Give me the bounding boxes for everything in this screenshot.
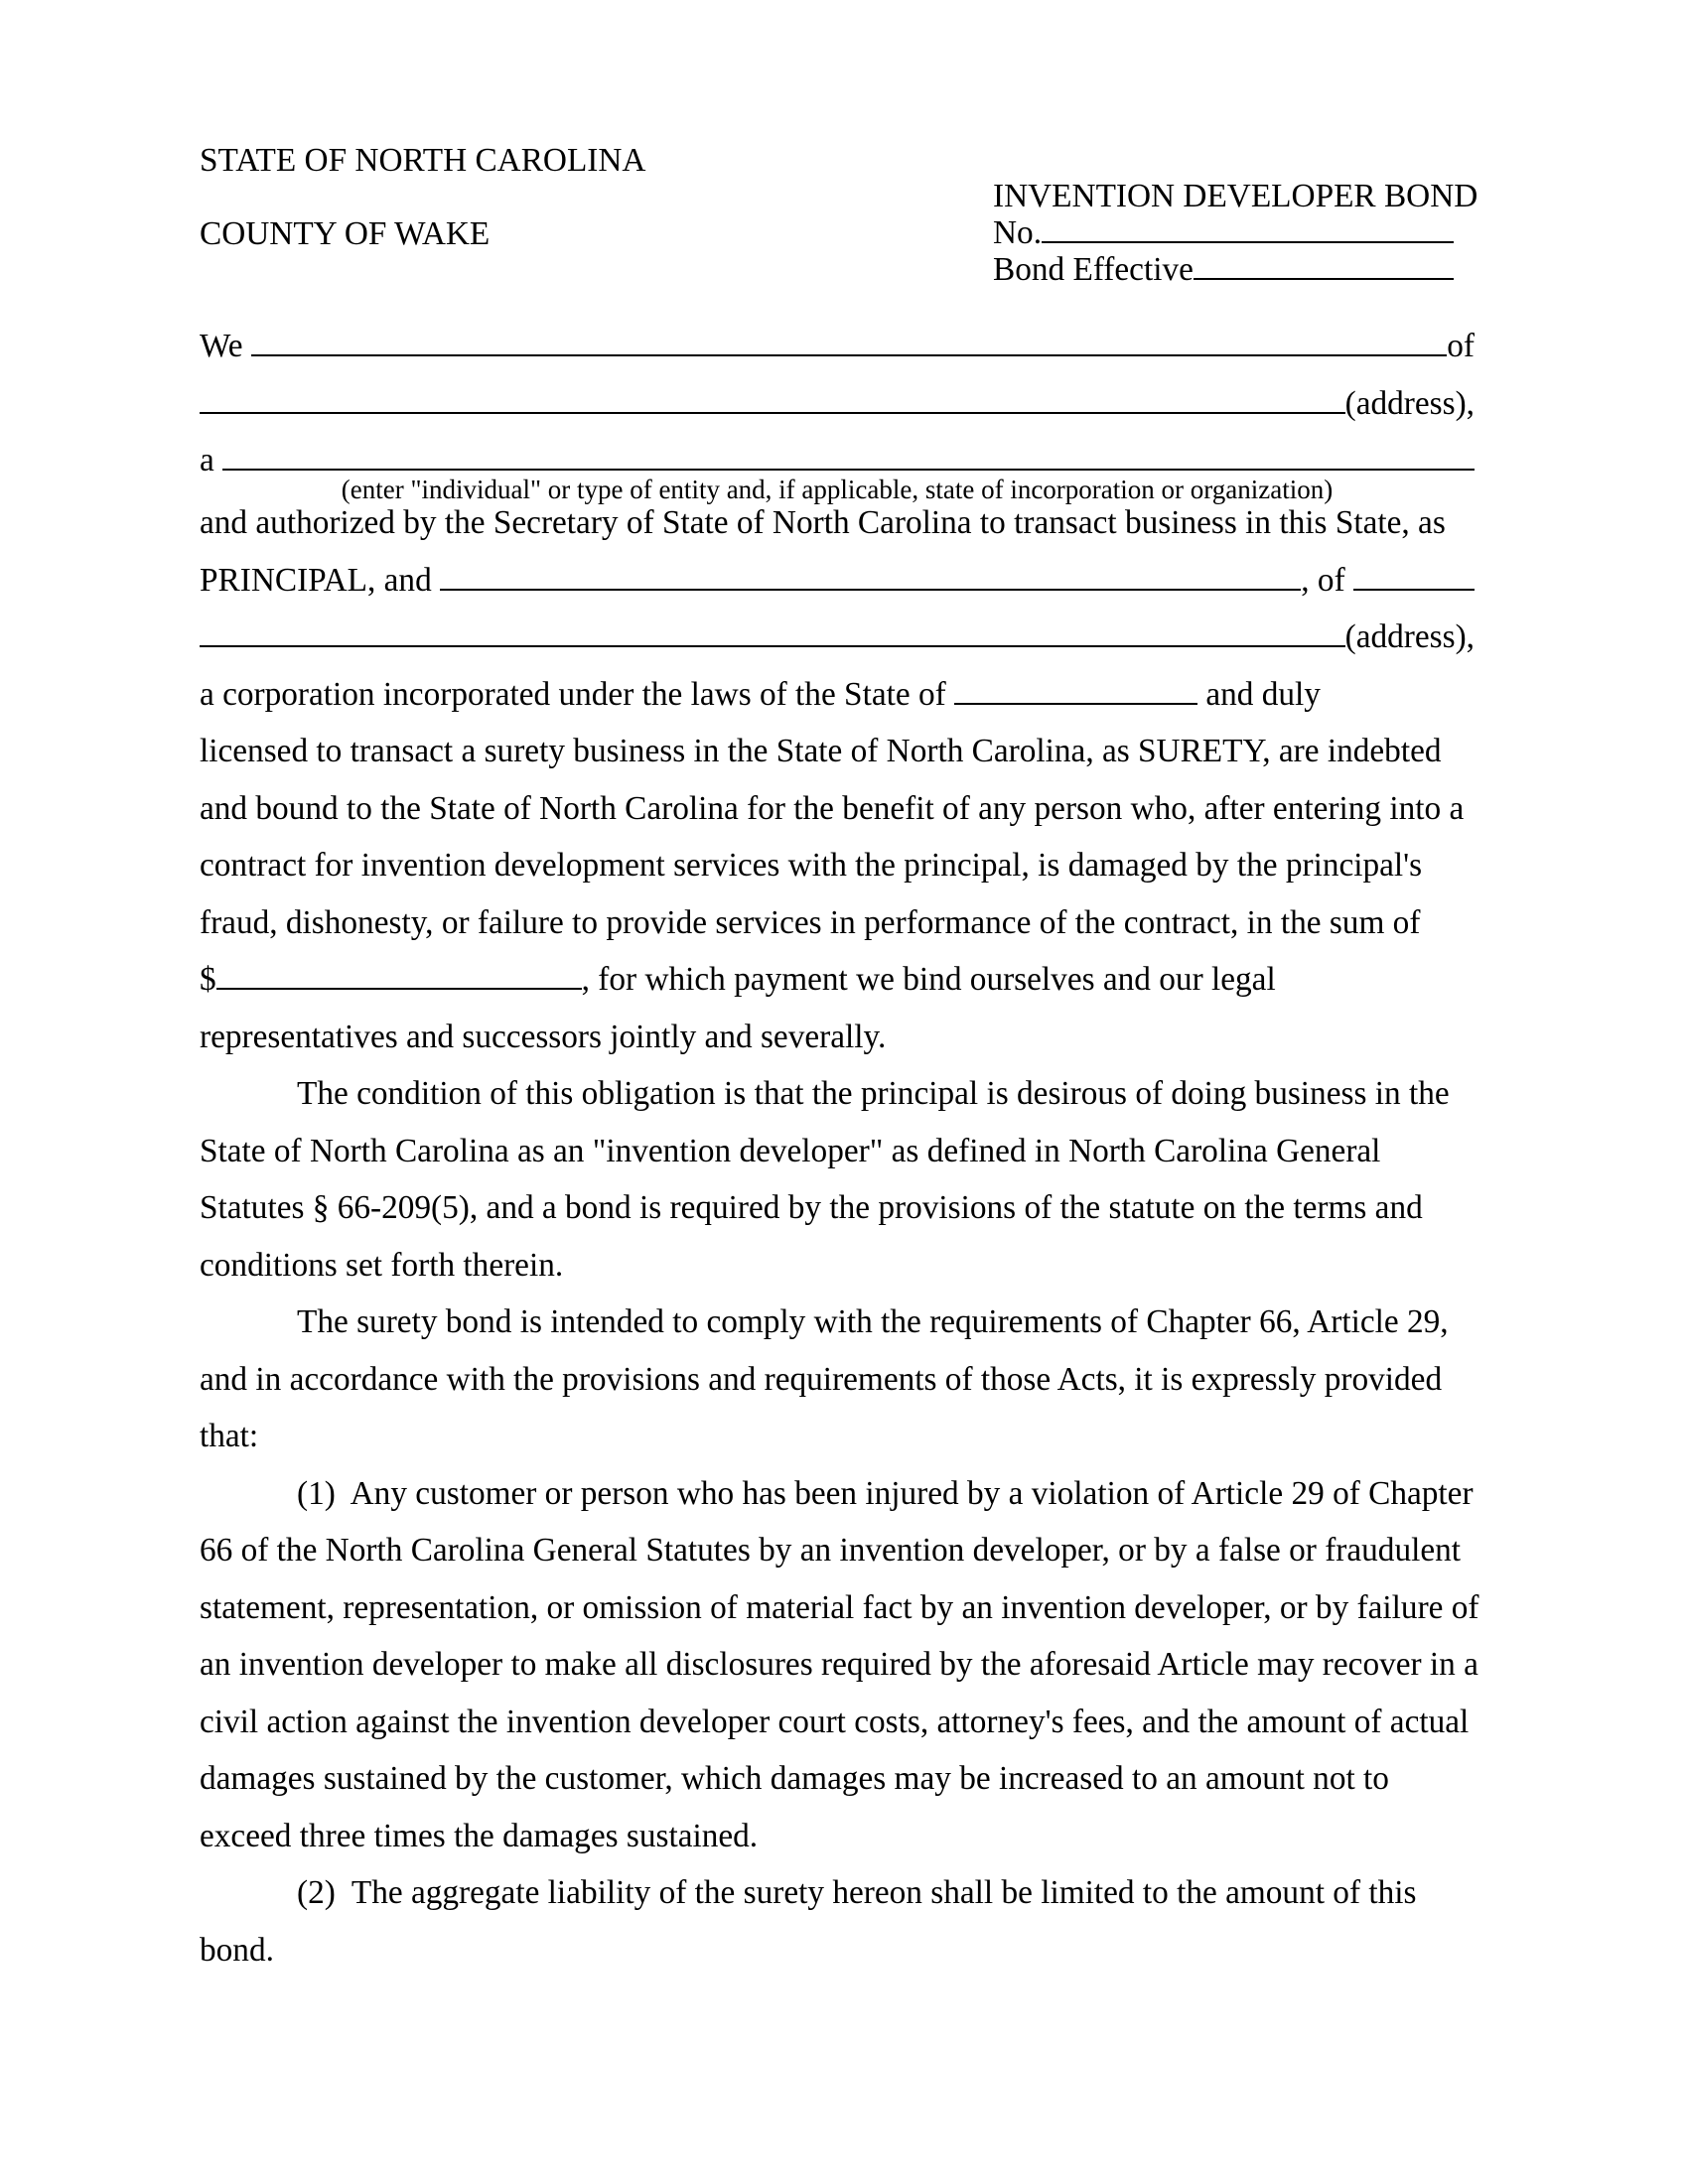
fraud-line	[200, 905, 1475, 963]
principal-line	[200, 563, 1475, 620]
text-run: The condition of this obligation is that the principal is desirous of doing business in the	[297, 1075, 1450, 1112]
text-run: The surety bond is intended to comply with the requirements of Chapter 66, Article 29,	[297, 1303, 1449, 1340]
text-run: fraud, dishonesty, or failure to provide services in performance of the contract, in the sum of	[200, 903, 1421, 941]
bond-number-row	[993, 215, 1454, 252]
blank-underline	[251, 352, 1447, 356]
bond-number-label: No.	[993, 214, 1043, 251]
text-run: representatives and successors jointly and severally.	[200, 1018, 887, 1055]
address-line-1	[200, 386, 1475, 444]
blank-underline	[954, 701, 1197, 705]
incorporated-line	[200, 677, 1475, 735]
surety-line-1	[200, 1304, 1475, 1362]
text-run: statement, representation, or omission of material fact by an invention developer, or by failure of	[200, 1588, 1479, 1626]
text-run: (enter "individual" or type of entity and, if applicable, state of incorporation or organization)	[341, 475, 1334, 504]
text-run: and bound to the State of North Carolina for the benefit of any person who, after entering into a	[200, 789, 1465, 827]
text-run: (1) Any customer or person who has been injured by a violation of Article 29 of Chapter	[297, 1474, 1474, 1512]
text-run: (address),	[1344, 384, 1475, 422]
representatives-line	[200, 1020, 1475, 1077]
text-run: We	[200, 328, 251, 364]
clause2-line-2	[200, 1933, 1475, 1990]
authorized-line	[200, 505, 1475, 563]
bond-effective-label: Bond Effective	[993, 251, 1194, 288]
we-of-line	[200, 329, 1475, 386]
text-run: Statutes § 66-209(5), and a bond is required by the provisions of the statute on the terms and	[200, 1189, 1423, 1226]
clause1-line-2	[200, 1533, 1475, 1590]
text-run: exceed three times the damages sustained.	[200, 1817, 759, 1854]
text-run: bond.	[200, 1931, 274, 1969]
text-run: (2) The aggregate liability of the surety hereon shall be limited to the amount of this	[297, 1874, 1417, 1911]
clause1-line-1	[200, 1476, 1475, 1534]
condition-line-3	[200, 1190, 1475, 1248]
document-body	[200, 328, 1479, 1989]
state-heading: STATE OF NORTH CAROLINA	[200, 142, 646, 179]
bond-title-row	[993, 178, 1478, 215]
clause1-line-5	[200, 1705, 1475, 1762]
condition-line-4	[200, 1248, 1475, 1305]
clause1-line-3	[200, 1588, 1479, 1648]
text-run: , for which payment we bind ourselves and our legal	[581, 961, 1276, 998]
bond-effective-blank	[1194, 276, 1454, 280]
entity-line	[200, 443, 1475, 476]
licensed-line	[200, 734, 1475, 791]
surety-line-3	[200, 1419, 1475, 1476]
blank-underline	[440, 587, 1301, 591]
text-run: and authorized by the Secretary of State of North Carolina to transact business in this State, as	[200, 504, 1446, 541]
text-run: and duly	[1197, 675, 1321, 713]
blank-underline	[216, 986, 582, 990]
blank-underline	[200, 410, 1345, 414]
text-run: contract for invention development services with the principal, is damaged by the principal's	[200, 847, 1423, 884]
text-run: State of North Carolina as an "invention developer" as defined in North Carolina General	[200, 1132, 1381, 1169]
entity-caption	[200, 476, 1475, 505]
county-heading: COUNTY OF WAKE	[200, 215, 491, 252]
bound-line	[200, 791, 1475, 849]
bond-number-blank	[1042, 239, 1454, 243]
text-run: PRINCIPAL, and	[200, 561, 441, 599]
text-run: and in accordance with the provisions and requirements of those Acts, it is expressly provided	[200, 1360, 1443, 1398]
condition-line-1	[200, 1076, 1475, 1134]
condition-line-2	[200, 1134, 1475, 1191]
bond-title: INVENTION DEVELOPER BOND	[993, 178, 1478, 214]
contract-line	[200, 848, 1475, 905]
text-run: of	[1447, 328, 1475, 364]
text-run: an invention developer to make all disclosures required by the aforesaid Article may recover in a	[200, 1646, 1478, 1683]
clause1-line-7	[200, 1819, 1475, 1876]
text-run: $	[200, 961, 216, 998]
text-run: a	[200, 442, 223, 478]
address-line-2	[200, 619, 1475, 677]
text-run: conditions set forth therein.	[200, 1246, 564, 1284]
clause1-line-6	[200, 1761, 1475, 1819]
bond-effective-row	[993, 252, 1454, 289]
text-run: damages sustained by the customer, which damages may be increased to an amount not to	[200, 1760, 1389, 1797]
blank-underline	[1353, 587, 1475, 591]
text-run: licensed to transact a surety business in the State of North Carolina, as SURETY, are indebted	[200, 733, 1442, 769]
text-run: a corporation incorporated under the laws of the State of	[200, 675, 955, 713]
text-run: that:	[200, 1418, 259, 1454]
clause2-line-1	[200, 1875, 1475, 1933]
text-run: civil action against the invention developer court costs, attorney's fees, and the amount of actual	[200, 1703, 1470, 1740]
clause1-line-4	[200, 1646, 1478, 1705]
header-right-block	[993, 178, 1478, 289]
blank-underline	[222, 467, 1475, 471]
blank-underline	[200, 643, 1345, 647]
text-run: (address),	[1344, 618, 1475, 655]
surety-line-2	[200, 1362, 1475, 1420]
sum-line	[200, 962, 1475, 1020]
text-run: 66 of the North Carolina General Statutes by an invention developer, or by a false or fraudulent	[200, 1532, 1462, 1569]
text-run: , of	[1301, 561, 1353, 599]
